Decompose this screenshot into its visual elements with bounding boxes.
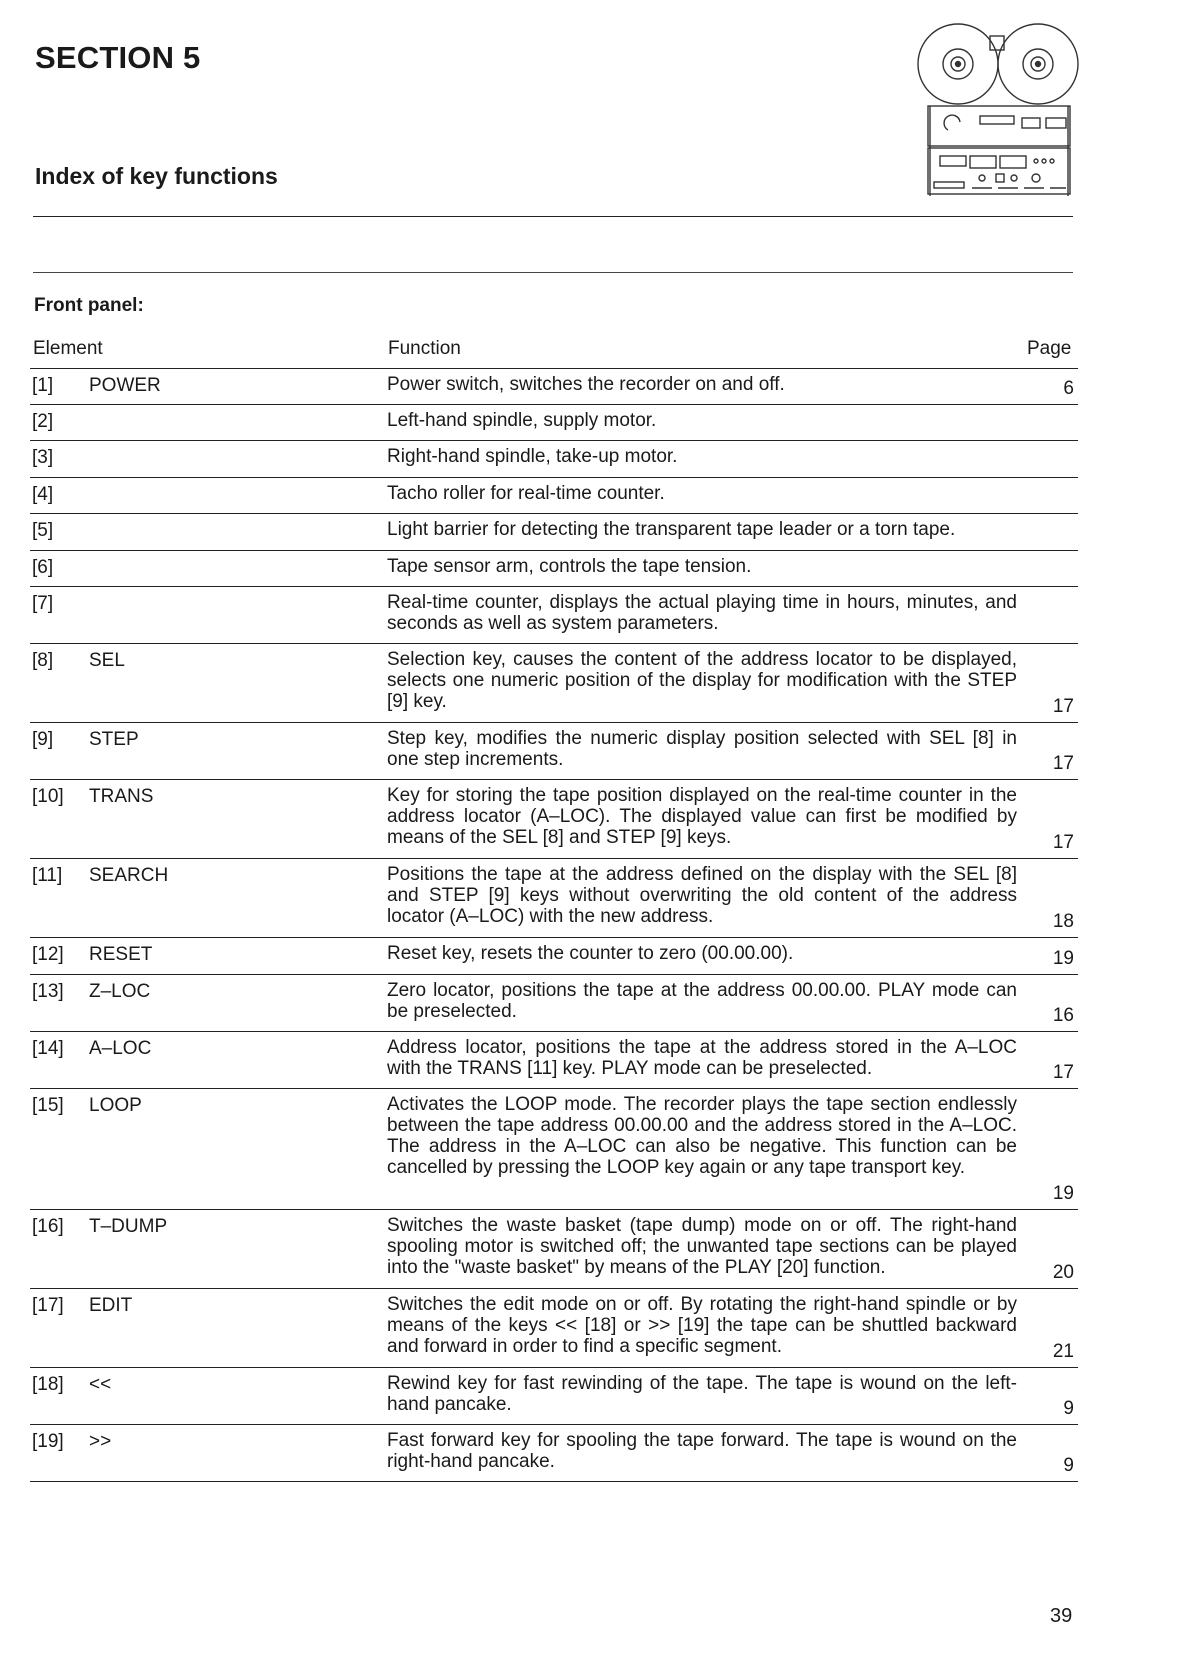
row-element-id: [14] xyxy=(32,1038,64,1059)
row-page-ref: 17 xyxy=(1052,753,1074,774)
row-key-name: >> xyxy=(89,1431,112,1452)
table-row xyxy=(30,975,1078,1032)
row-page-ref: 6 xyxy=(1063,378,1074,399)
row-function-text: Switches the waste basket (tape dump) mode on or off. The right-hand spooling motor is switched off; the unwanted tape sections can be played into the "waste basket" by means of the PLAY [20] function. xyxy=(387,1215,1017,1278)
row-page-ref: 17 xyxy=(1052,1062,1074,1083)
row-function-text: Left-hand spindle, supply motor. xyxy=(387,410,657,431)
tape-recorder-illustration xyxy=(910,18,1082,196)
row-page-ref: 16 xyxy=(1052,1005,1074,1026)
row-function-text: Activates the LOOP mode. The recorder plays the tape section endlessly between the tape address 00.00.00 and the address stored in the A–LOC. The address in the A–LOC can also be negative. This function can be cancelled by pressing the LOOP key again or any tape transport key. xyxy=(387,1094,1017,1178)
table-row xyxy=(30,405,1078,441)
row-key-name: TRANS xyxy=(89,786,154,807)
row-element-id: [4] xyxy=(32,484,54,505)
page-number: 39 xyxy=(1050,1605,1073,1627)
row-function-text: Step key, modifies the numeric display position selected with SEL [8] in one step increments. xyxy=(387,728,1017,770)
row-key-name: EDIT xyxy=(89,1295,133,1316)
table-row xyxy=(30,859,1078,938)
table-row xyxy=(30,644,1078,723)
row-element-id: [9] xyxy=(32,729,54,750)
row-function-text: Selection key, causes the content of the address locator to be displayed, selects one numeric position of the display for modification with the STEP [9] key. xyxy=(387,649,1017,712)
row-element-id: [19] xyxy=(32,1431,64,1452)
row-element-id: [8] xyxy=(32,650,54,671)
row-element-id: [3] xyxy=(32,447,54,468)
row-page-ref: 9 xyxy=(1063,1398,1074,1419)
row-page-ref: 17 xyxy=(1052,832,1074,853)
front-panel-heading: Front panel: xyxy=(34,295,144,316)
table-row xyxy=(30,1032,1078,1089)
row-key-name: SEL xyxy=(89,650,125,671)
row-key-name: Z–LOC xyxy=(89,981,151,1002)
table-row xyxy=(30,478,1078,514)
row-key-name: SEARCH xyxy=(89,865,169,886)
table-row xyxy=(30,441,1078,478)
row-function-text: Reset key, resets the counter to zero (00.00.00). xyxy=(387,943,794,964)
row-function-text: Fast forward key for spooling the tape forward. The tape is wound on the right-hand pancake. xyxy=(387,1430,1017,1472)
row-function-text: Tacho roller for real-time counter. xyxy=(387,483,665,504)
row-page-ref: 19 xyxy=(1052,1183,1074,1204)
row-key-name: RESET xyxy=(89,944,153,965)
column-header-page: Page xyxy=(1027,338,1072,359)
table-row xyxy=(30,1368,1078,1425)
row-page-ref: 20 xyxy=(1052,1262,1074,1283)
row-page-ref: 17 xyxy=(1052,696,1074,717)
row-key-name: STEP xyxy=(89,729,139,750)
row-key-name: LOOP xyxy=(89,1095,142,1116)
row-element-id: [17] xyxy=(32,1295,64,1316)
page-title: Index of key functions xyxy=(35,163,278,189)
row-element-id: [16] xyxy=(32,1216,64,1237)
row-element-id: [7] xyxy=(32,593,54,614)
row-element-id: [11] xyxy=(32,865,63,886)
table-row xyxy=(30,938,1078,975)
row-element-id: [6] xyxy=(32,557,54,578)
table-row xyxy=(30,1089,1078,1210)
table-row xyxy=(30,780,1078,859)
row-page-ref: 9 xyxy=(1063,1455,1074,1476)
table-row xyxy=(30,551,1078,587)
row-element-id: [18] xyxy=(32,1374,64,1395)
row-function-text: Power switch, switches the recorder on and off. xyxy=(387,374,785,395)
table-row xyxy=(30,1425,1078,1482)
row-element-id: [15] xyxy=(32,1095,64,1116)
table-row xyxy=(30,723,1078,780)
table-row xyxy=(30,1289,1078,1368)
row-function-text: Switches the edit mode on or off. By rotating the right-hand spindle or by means of the keys << [18] or >> [19] the tape can be shuttled backward and forward in order to find a specific segment. xyxy=(387,1294,1017,1357)
row-function-text: Light barrier for detecting the transparent tape leader or a torn tape. xyxy=(387,519,956,540)
row-element-id: [1] xyxy=(32,375,54,396)
section-title: SECTION 5 xyxy=(35,40,201,75)
row-function-text: Real-time counter, displays the actual playing time in hours, minutes, and seconds as well as system parameters. xyxy=(387,592,1017,634)
row-element-id: [13] xyxy=(32,981,64,1002)
row-element-id: [12] xyxy=(32,944,64,965)
divider-secondary xyxy=(33,272,1073,273)
row-page-ref: 19 xyxy=(1052,948,1074,969)
row-function-text: Tape sensor arm, controls the tape tension. xyxy=(387,556,752,577)
row-element-id: [5] xyxy=(32,520,54,541)
row-key-name: A–LOC xyxy=(89,1038,152,1059)
table-row xyxy=(30,368,1078,405)
key-function-table xyxy=(30,368,1078,1482)
row-key-name: T–DUMP xyxy=(89,1216,168,1237)
row-element-id: [10] xyxy=(32,786,64,807)
column-header-function: Function xyxy=(388,338,461,359)
divider-top xyxy=(33,216,1073,217)
row-element-id: [2] xyxy=(32,411,54,432)
row-function-text: Rewind key for fast rewinding of the tape. The tape is wound on the left-hand pancake. xyxy=(387,1373,1017,1415)
table-row xyxy=(30,587,1078,644)
row-page-ref: 18 xyxy=(1052,911,1074,932)
row-function-text: Zero locator, positions the tape at the address 00.00.00. PLAY mode can be preselected. xyxy=(387,980,1017,1022)
row-key-name: << xyxy=(89,1374,112,1395)
row-function-text: Right-hand spindle, take-up motor. xyxy=(387,446,678,467)
row-function-text: Positions the tape at the address defined on the display with the SEL [8] and STEP [9] keys without overwriting the old content of the address locator (A–LOC) with the new address. xyxy=(387,864,1017,927)
row-page-ref: 21 xyxy=(1052,1341,1074,1362)
column-header-element: Element xyxy=(33,338,103,359)
table-row xyxy=(30,1210,1078,1289)
row-key-name: POWER xyxy=(89,375,161,396)
row-function-text: Address locator, positions the tape at the address stored in the A–LOC with the TRANS [11] key. PLAY mode can be preselected. xyxy=(387,1037,1017,1079)
row-function-text: Key for storing the tape position displayed on the real-time counter in the address locator (A–LOC). The displayed value can first be modified by means of the SEL [8] and STEP [9] keys. xyxy=(387,785,1017,848)
table-row xyxy=(30,514,1078,551)
